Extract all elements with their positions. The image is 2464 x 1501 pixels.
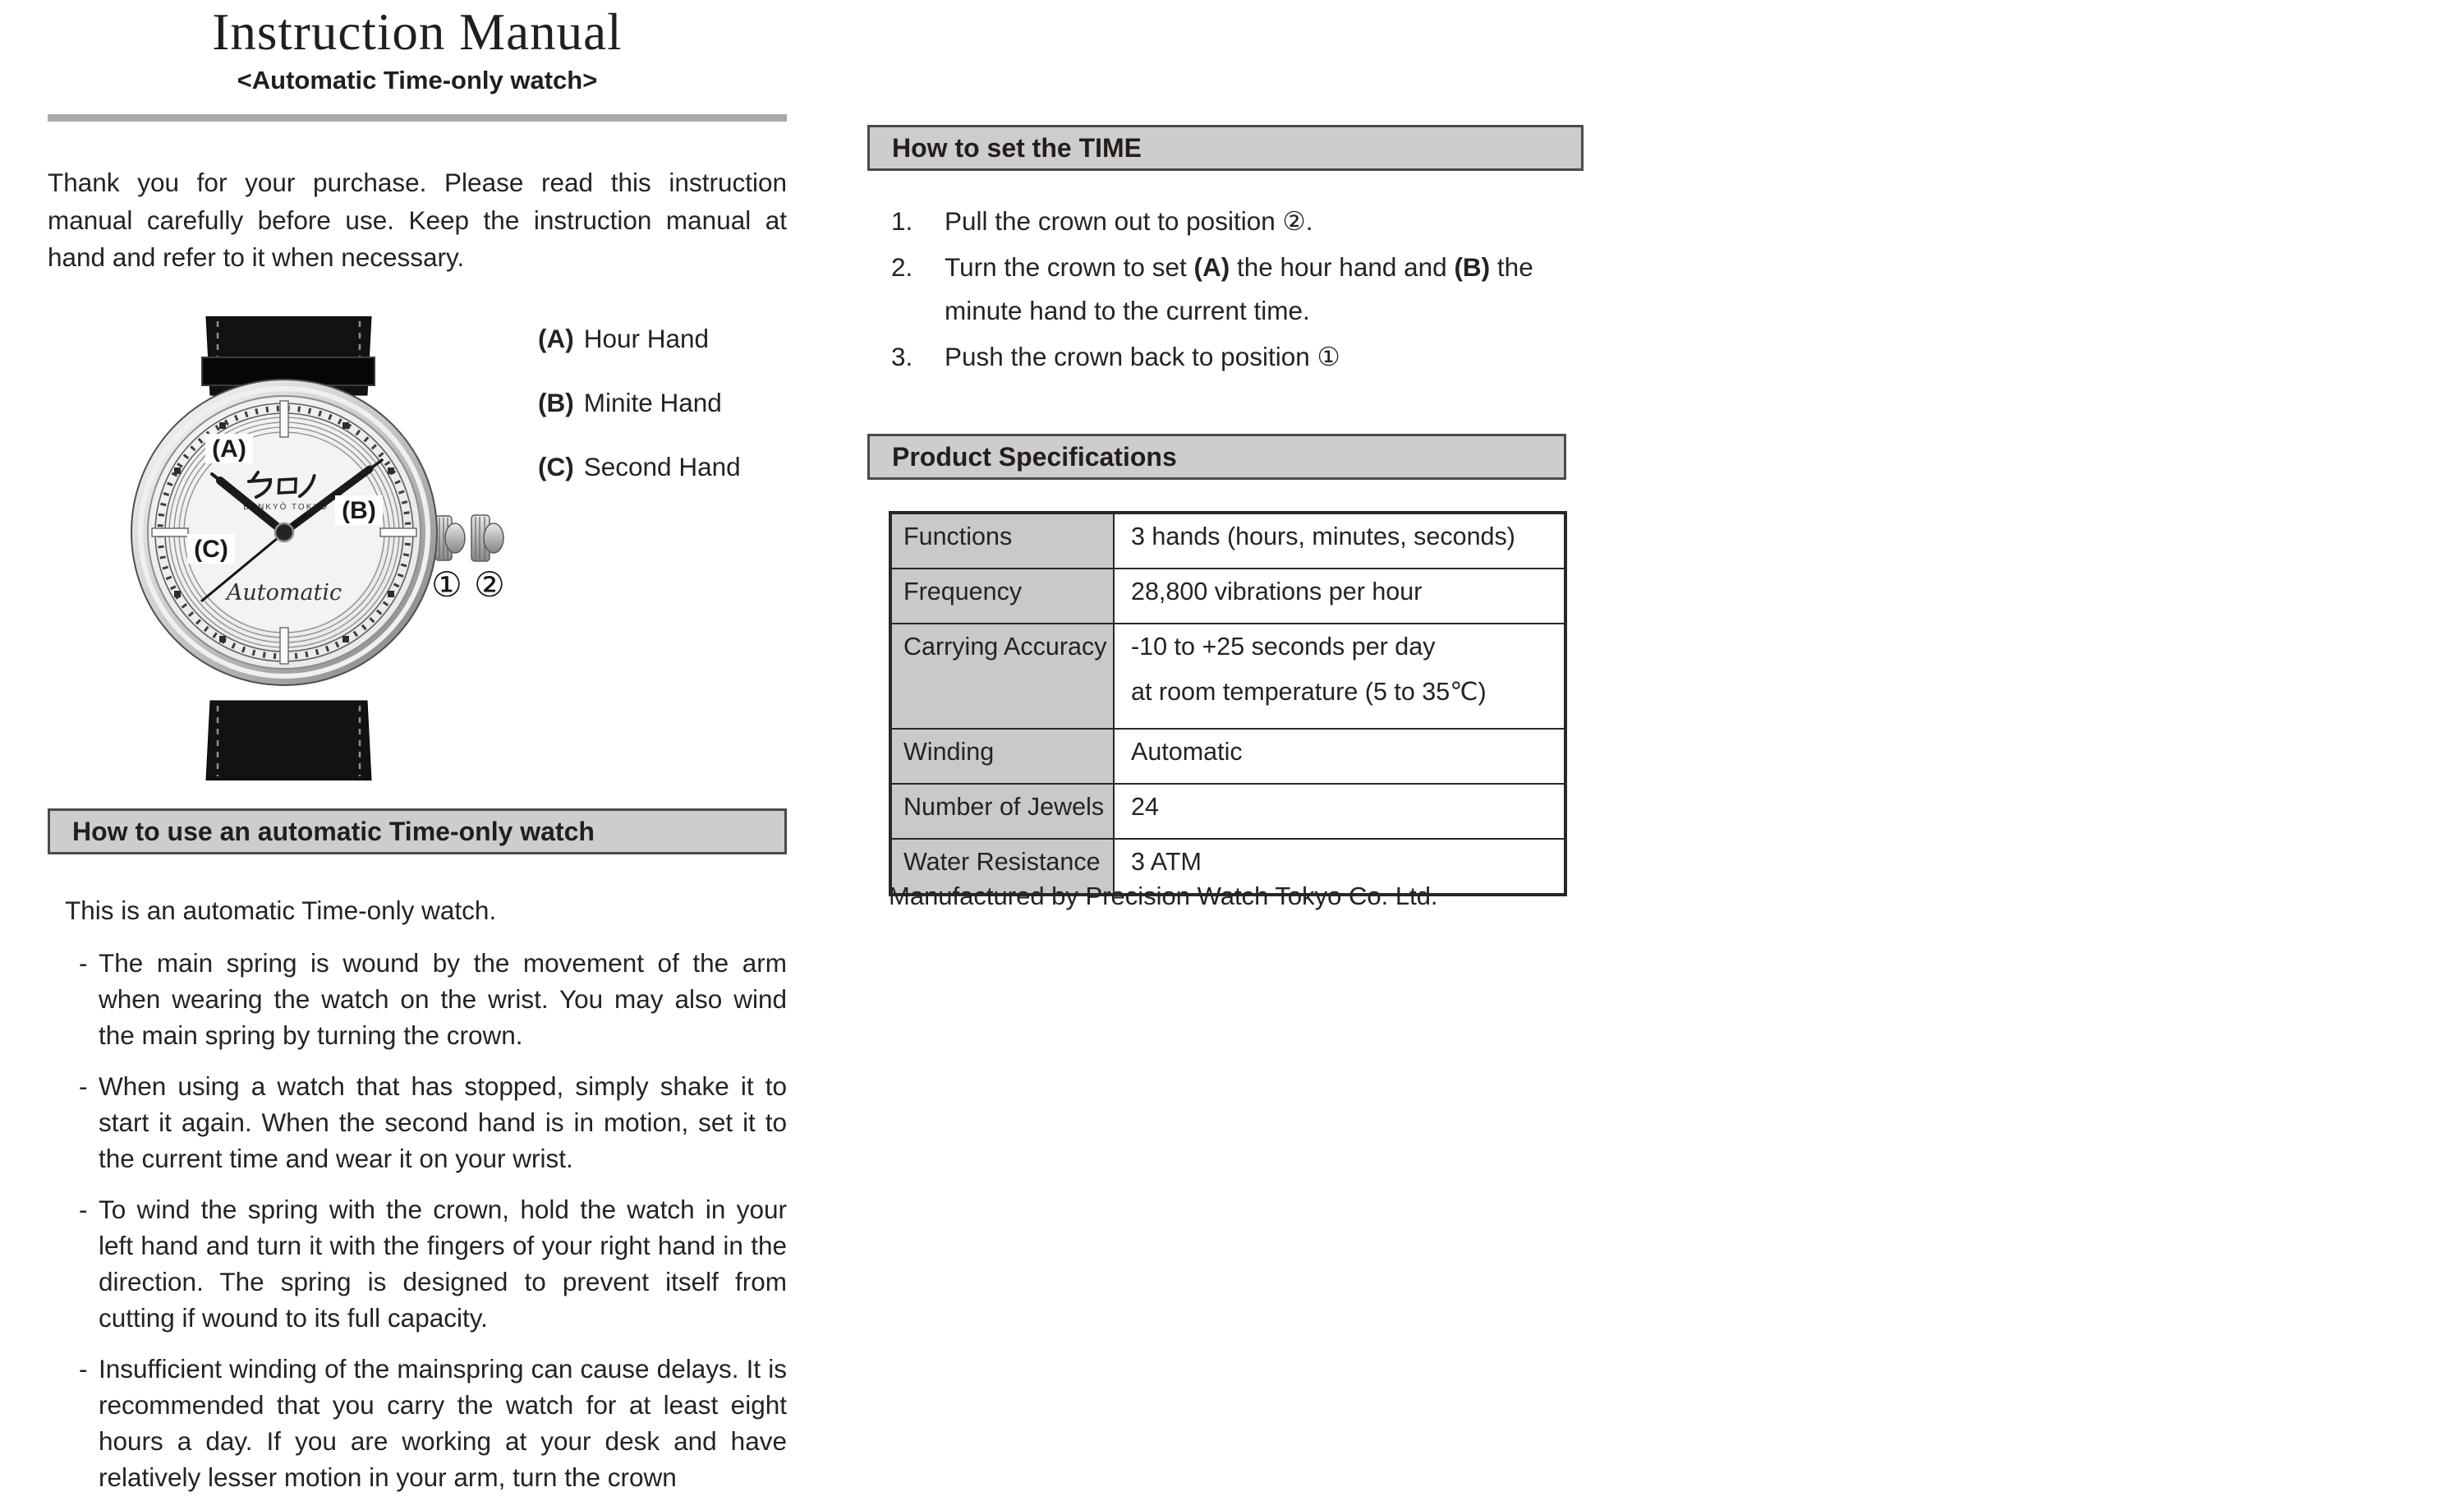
bullet-dash: - <box>79 1354 88 1384</box>
spec-value-line: -10 to +25 seconds per day <box>1131 633 1436 661</box>
spec-label: Water Resistance <box>890 839 1114 895</box>
legend-key: (A) <box>538 324 574 353</box>
step-number: 3. <box>891 342 913 371</box>
bullet-text: When using a watch that has stopped, simply shake it to start it again. When the second hand is in motion, set it to the current time and wear it on your wrist. <box>99 1071 787 1173</box>
bullet-dash: - <box>79 1071 88 1101</box>
time-section-heading: How to set the TIME <box>867 125 1584 171</box>
usage-lead: This is an automatic Time-only watch. <box>65 896 497 925</box>
crown-position-2-label: ② <box>474 564 505 605</box>
step-text <box>945 335 1585 379</box>
step-text <box>945 246 1585 333</box>
spec-value <box>1114 624 1565 729</box>
step-text-segment: (A) <box>1193 252 1230 282</box>
crown-position-1-label: ① <box>431 564 462 605</box>
spec-label: Carrying Accuracy <box>890 624 1114 729</box>
spec-value <box>1114 729 1565 784</box>
legend-label: Second Hand <box>583 452 741 481</box>
page-title: Instruction Manual <box>212 3 623 61</box>
spec-label: Functions <box>890 513 1114 569</box>
watch-strap-bottom <box>206 701 371 780</box>
spec-row <box>890 624 1565 729</box>
step-number: 1. <box>891 206 913 236</box>
spec-row <box>890 513 1565 569</box>
bullet-dash: - <box>79 1195 88 1224</box>
spec-value <box>1114 569 1565 624</box>
dial-label-c: (C) <box>194 536 228 563</box>
dial-label-b: (B) <box>342 497 376 524</box>
spec-row <box>890 569 1565 624</box>
time-setting-steps <box>891 200 1585 381</box>
legend-key: (C) <box>538 452 574 481</box>
title-divider <box>48 114 787 122</box>
spec-table <box>889 511 1567 896</box>
usage-section-heading: How to use an automatic Time-only watch <box>48 808 787 854</box>
dial-script-automatic: Automatic <box>226 580 342 605</box>
legend-label: Hour Hand <box>583 324 710 353</box>
step-text-segment: Push the crown back to position ① <box>945 342 1340 371</box>
time-step <box>891 335 1585 379</box>
bullet-text: Insufficient winding of the mainspring can cause delays. It is recommended that you carry the watch for at least eight hours a day. If you are working at your desk and have relatively lesser motion in your arm, turn the crown <box>99 1354 787 1492</box>
legend-item <box>538 452 741 482</box>
bullet-dash: - <box>79 948 88 978</box>
step-text-segment: Pull the crown out to position ②. <box>945 206 1313 236</box>
spec-value-line: 28,800 vibrations per hour <box>1131 578 1423 605</box>
spec-label: Frequency <box>890 569 1114 624</box>
bullet-text: The main spring is wound by the movement of the arm when wearing the watch on the wrist. You may also wind the main spring by turning the crown. <box>99 948 787 1050</box>
specs-section-heading: Product Specifications <box>867 434 1566 480</box>
spec-row <box>890 729 1565 784</box>
hands-center-cap <box>275 523 293 541</box>
legend-key: (B) <box>538 388 574 417</box>
spec-label: Number of Jewels <box>890 784 1114 839</box>
spec-label: Winding <box>890 729 1114 784</box>
step-text-segment: the hour hand and <box>1230 252 1455 282</box>
spec-row <box>890 784 1565 839</box>
spec-value-line: 24 <box>1131 793 1159 821</box>
spec-value-line: 3 hands (hours, minutes, seconds) <box>1131 523 1515 550</box>
time-step <box>891 246 1585 333</box>
spec-value <box>1114 513 1565 569</box>
usage-bullet <box>79 1191 787 1336</box>
watch-crown-position2 <box>471 515 503 561</box>
bullet-text: To wind the spring with the crown, hold the watch in your left hand and turn it with the fingers of your right hand in the direction. The spring is designed to prevent itself from cutting if wound to its full capacity. <box>99 1195 787 1333</box>
dial-brand-sub: BUNKYŌ TOKYO <box>243 503 329 512</box>
spec-value-line: 3 ATM <box>1131 848 1202 876</box>
spec-value <box>1114 784 1565 839</box>
usage-bullet <box>79 1351 787 1495</box>
page-subtitle: <Automatic Time-only watch> <box>237 66 598 94</box>
legend-item <box>538 324 741 354</box>
hand-legend <box>538 324 741 516</box>
usage-bullet <box>79 1068 787 1176</box>
legend-item <box>538 388 741 418</box>
step-number: 2. <box>891 252 913 282</box>
spec-value-line: Automatic <box>1131 738 1243 766</box>
dial-label-a: (A) <box>212 435 246 463</box>
manufacturer-note: Manufactured by Precision Watch Tokyo Co. Ltd. <box>889 882 1438 910</box>
time-step <box>891 200 1585 243</box>
step-text <box>945 200 1585 243</box>
usage-bullet-list <box>79 945 787 1501</box>
step-text-segment: the minute hand to the current time. <box>945 252 1533 325</box>
spec-value-line: at room temperature (5 to 35℃) <box>1131 678 1487 706</box>
step-text-segment: Turn the crown to set <box>945 252 1194 282</box>
intro-paragraph: Thank you for your purchase. Please read this instruction manual carefully before use. Keep the instruction manual at hand and refer to it when necessary. <box>48 168 787 272</box>
watch-illustration <box>123 316 522 780</box>
legend-label: Minite Hand <box>583 388 722 417</box>
usage-bullet <box>79 945 787 1053</box>
step-text-segment: (B) <box>1454 252 1491 282</box>
